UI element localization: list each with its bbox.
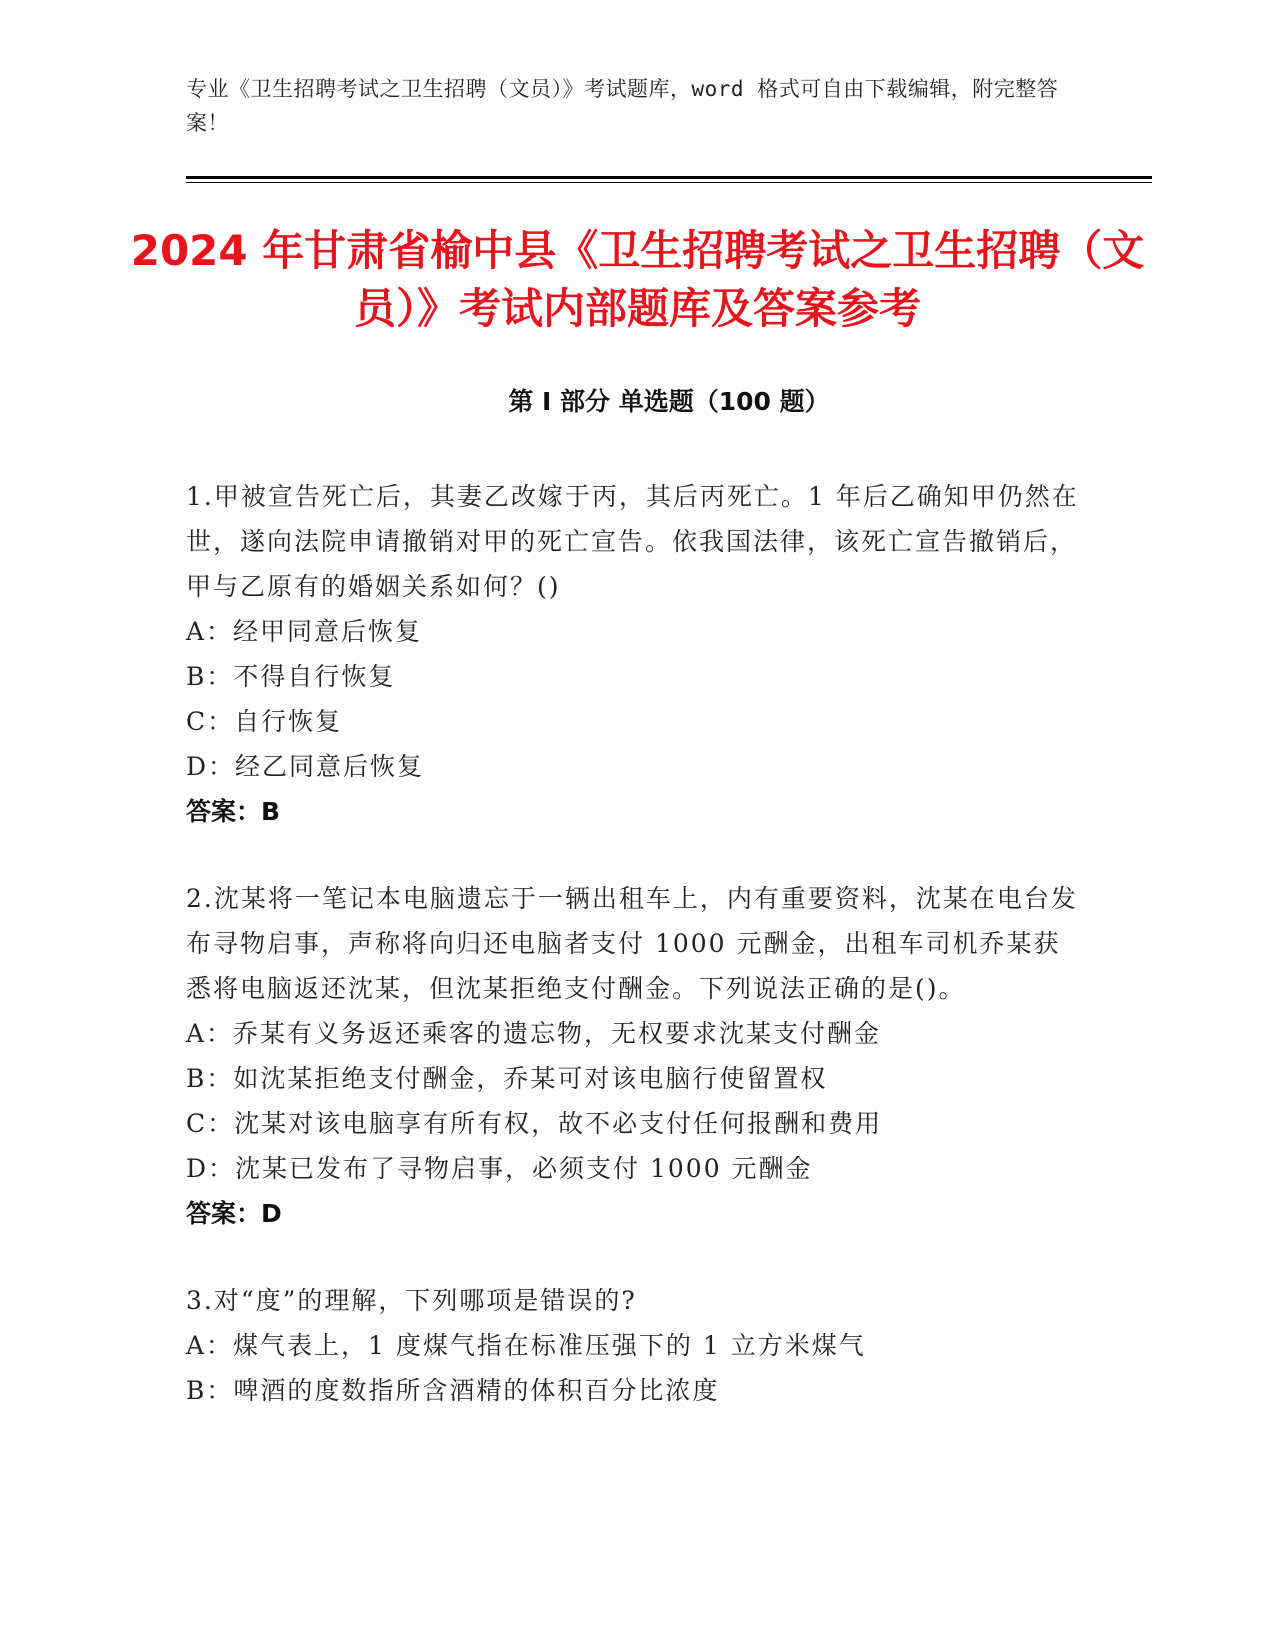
header-rule-thick [186, 176, 1152, 179]
question-3 [186, 1278, 1086, 1413]
header-rule-thin [186, 182, 1152, 183]
option-a: A：经甲同意后恢复 [186, 617, 423, 646]
document-title: 2024 年甘肃省榆中县《卫生招聘考试之卫生招聘（文员）》考试内部题库及答案参考 [130, 226, 1145, 333]
option-c: C：沈某对该电脑享有所有权，故不必支付任何报酬和费用 [186, 1109, 883, 1138]
question-stem: 1.甲被宣告死亡后，其妻乙改嫁于丙，其后丙死亡。1 年后乙确知甲仍然在世，遂向法院申请撤销对甲的死亡宣告。依我国法律，该死亡宣告撤销后，甲与乙原有的婚姻关系如何？() [186, 482, 1079, 601]
option-b: B：不得自行恢复 [186, 662, 396, 691]
answer-label: 答案：B [186, 797, 281, 826]
option-c: C：自行恢复 [186, 707, 343, 736]
answer-label: 答案：D [186, 1199, 282, 1228]
option-a: A：煤气表上，1 度煤气指在标准压强下的 1 立方米煤气 [186, 1331, 866, 1360]
question-stem: 2.沈某将一笔记本电脑遗忘于一辆出租车上，内有重要资料，沈某在电台发布寻物启事，声称将向归还电脑者支付 1000 元酬金，出租车司机乔某获悉将电脑返还沈某，但沈某拒绝支付酬金。下列说法正确的是()。 [186, 884, 1078, 1003]
option-d: D：沈某已发布了寻物启事，必须支付 1000 元酬金 [186, 1154, 813, 1183]
section-heading: 第 I 部分 单选题（100 题） [508, 387, 830, 416]
question-1 [186, 474, 1086, 834]
question-2 [186, 876, 1086, 1236]
option-b: B：如沈某拒绝支付酬金，乔某可对该电脑行使留置权 [186, 1064, 828, 1093]
option-b: B：啤酒的度数指所含酒精的体积百分比浓度 [186, 1376, 720, 1405]
option-a: A：乔某有义务返还乘客的遗忘物，无权要求沈某支付酬金 [186, 1019, 882, 1048]
question-stem: 3.对“度”的理解，下列哪项是错误的? [186, 1286, 637, 1315]
option-d: D：经乙同意后恢复 [186, 752, 425, 781]
question-list [186, 474, 1086, 1455]
header-note: 专业《卫生招聘考试之卫生招聘（文员）》考试题库，word 格式可自由下载编辑，附完整答案！ [186, 77, 1059, 135]
